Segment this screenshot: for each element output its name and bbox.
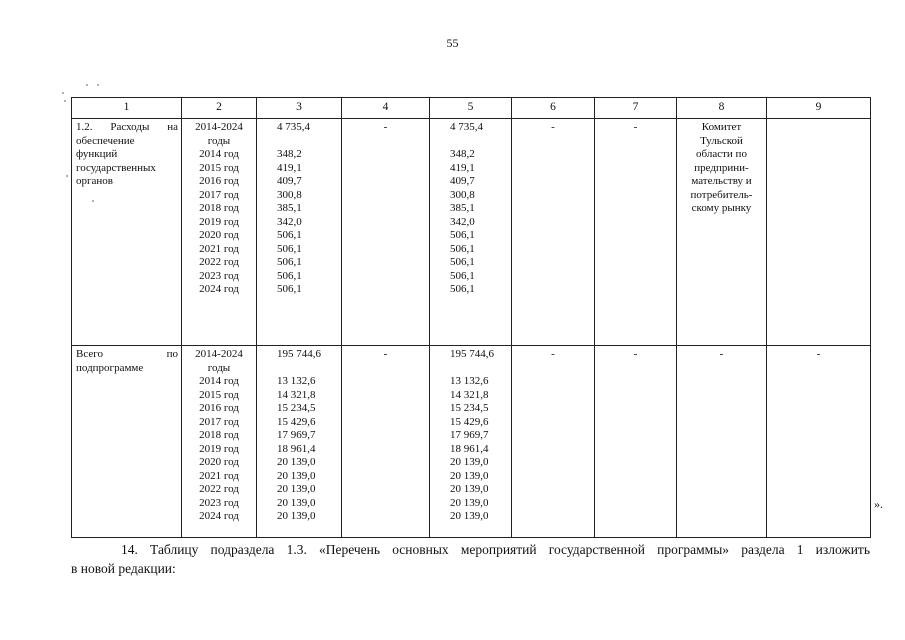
col3-value: 342,0	[277, 215, 302, 228]
col5-value: 18 961,4	[450, 442, 489, 455]
col5-spacer	[430, 362, 511, 376]
executor-line: Тульской	[700, 134, 743, 147]
row-name-cell	[72, 119, 182, 346]
col3-value: 20 139,0	[277, 496, 316, 509]
col3-value: 385,1	[277, 202, 302, 214]
year-label: 2016 год	[199, 175, 239, 187]
year-label: 2022 год	[199, 256, 239, 268]
col6-value: -	[551, 121, 555, 133]
executor-cell	[677, 119, 767, 346]
col5-value: 506,1	[450, 269, 475, 282]
col3-value: 20 139,0	[277, 469, 316, 482]
col3-total: 195 744,6	[277, 348, 321, 360]
col3-value: 14 321,8	[277, 388, 316, 401]
col5-cell	[430, 346, 512, 538]
col5-value: 348,2	[450, 148, 475, 160]
col3-cell	[257, 346, 342, 538]
table-header-row	[72, 98, 871, 119]
year-label: 2024 год	[199, 510, 239, 522]
col3-value: 20 139,0	[277, 510, 316, 522]
executor-list	[677, 119, 766, 216]
col3-cell	[257, 119, 342, 346]
year-label: 2022 год	[199, 483, 239, 495]
scan-speck	[64, 100, 66, 102]
closing-quote: ».	[874, 497, 883, 511]
year-label: 2018 год	[199, 202, 239, 214]
col3-value: 20 139,0	[277, 483, 316, 495]
col5-values	[430, 346, 511, 524]
col3-values	[257, 346, 341, 524]
col4-value: -	[383, 348, 388, 360]
col6-cell	[512, 119, 595, 346]
col5-cell	[430, 119, 512, 346]
col5-spacer	[430, 135, 511, 149]
col5-value: 20 139,0	[450, 456, 489, 468]
col5-value: 17 969,7	[450, 429, 489, 441]
year-label: 2019 год	[199, 442, 239, 455]
year-label: 2020 год	[199, 456, 239, 468]
col5-value: 15 234,5	[450, 402, 489, 414]
col5-value: 385,1	[450, 202, 475, 214]
col7-value: -	[633, 348, 638, 360]
table-row	[72, 346, 871, 538]
scan-speck	[66, 175, 68, 177]
year-label: 2020 год	[199, 229, 239, 241]
row-name: 1.2. Расходы на обеспечение функций государственных органов	[76, 121, 178, 187]
paragraph-line-2: в новой редакции:	[71, 561, 176, 576]
scan-speck	[92, 200, 94, 202]
year-label: 2015 год	[199, 161, 239, 174]
period-range: 2014-2024	[195, 121, 243, 133]
year-label: 2021 год	[199, 469, 239, 482]
year-label: 2023 год	[199, 269, 239, 282]
column-header: 3	[257, 98, 342, 119]
year-label: 2017 год	[199, 415, 239, 428]
expenses-table	[71, 97, 871, 538]
col3-spacer	[257, 362, 341, 376]
col5-value: 20 139,0	[450, 510, 489, 522]
instruction-paragraph	[71, 540, 870, 578]
year-label: 2016 год	[199, 402, 239, 414]
column-header: 8	[677, 98, 767, 119]
col6-value: -	[551, 348, 555, 360]
col3-value: 506,1	[277, 283, 302, 295]
executor-line: потребитель-	[690, 188, 753, 201]
col8-value: -	[719, 348, 724, 360]
executor-line: области по	[696, 148, 747, 160]
column-header: 2	[182, 98, 257, 119]
period-cell	[182, 119, 257, 346]
column-header: 7	[595, 98, 677, 119]
col3-value: 506,1	[277, 229, 302, 241]
year-label: 2017 год	[199, 188, 239, 201]
period-range: 2014-2024	[195, 348, 243, 360]
col3-value: 506,1	[277, 242, 302, 255]
scan-speck	[86, 84, 88, 86]
col5-value: 300,8	[450, 188, 475, 201]
col3-value: 348,2	[277, 148, 302, 160]
col5-value: 409,7	[450, 175, 475, 187]
period-range-word: годы	[207, 361, 231, 374]
col4-cell	[342, 119, 430, 346]
col7-cell	[595, 346, 677, 538]
period-range-word: годы	[207, 134, 231, 147]
col5-value: 342,0	[450, 215, 475, 228]
scan-speck	[97, 84, 99, 86]
executor-line: Комитет	[701, 121, 742, 133]
col9-cell	[767, 119, 871, 346]
col3-value: 409,7	[277, 175, 302, 187]
col7-value: -	[633, 121, 638, 133]
col5-values	[430, 119, 511, 297]
col9-value: -	[816, 348, 821, 360]
col5-total: 195 744,6	[450, 348, 494, 360]
col3-value: 20 139,0	[277, 456, 316, 468]
col5-value: 15 429,6	[450, 415, 489, 428]
year-label: 2019 год	[199, 215, 239, 228]
period-list	[182, 119, 256, 297]
col3-total: 4 735,4	[277, 121, 310, 133]
col5-value: 20 139,0	[450, 469, 489, 482]
col3-values	[257, 119, 341, 297]
year-label: 2014 год	[199, 148, 239, 160]
period-list	[182, 346, 256, 524]
col4-cell	[342, 346, 430, 538]
col5-value: 13 132,6	[450, 375, 489, 387]
col5-value: 14 321,8	[450, 388, 489, 401]
col5-value: 419,1	[450, 161, 475, 174]
year-label: 2021 год	[199, 242, 239, 255]
column-header: 4	[342, 98, 430, 119]
year-label: 2023 год	[199, 496, 239, 509]
table-row	[72, 119, 871, 346]
period-cell	[182, 346, 257, 538]
col3-value: 15 234,5	[277, 402, 316, 414]
page-number: 55	[446, 36, 459, 50]
col9-cell	[767, 346, 871, 538]
column-header: 5	[430, 98, 512, 119]
column-header: 1	[72, 98, 182, 119]
year-label: 2014 год	[199, 375, 239, 387]
col5-value: 506,1	[450, 256, 475, 268]
col5-value: 506,1	[450, 242, 475, 255]
scan-speck	[62, 92, 64, 94]
col5-value: 506,1	[450, 229, 475, 241]
col3-value: 419,1	[277, 161, 302, 174]
row-name: Всего по подпрограмме	[76, 348, 178, 374]
col3-spacer	[257, 135, 341, 149]
year-label: 2015 год	[199, 388, 239, 401]
year-label: 2024 год	[199, 283, 239, 295]
year-label: 2018 год	[199, 429, 239, 441]
col3-value: 300,8	[277, 188, 302, 201]
executor-line: мательству и	[691, 175, 752, 187]
executor-line: скому рынку	[691, 202, 752, 214]
col3-value: 15 429,6	[277, 415, 316, 428]
row-name-cell	[72, 346, 182, 538]
executor-line: предприни-	[694, 161, 749, 174]
col7-cell	[595, 119, 677, 346]
col3-value: 506,1	[277, 269, 302, 282]
col5-value: 20 139,0	[450, 496, 489, 509]
col3-value: 13 132,6	[277, 375, 316, 387]
column-header: 9	[767, 98, 871, 119]
col5-value: 20 139,0	[450, 483, 489, 495]
col3-value: 18 961,4	[277, 442, 316, 455]
column-header: 6	[512, 98, 595, 119]
col3-value: 17 969,7	[277, 429, 316, 441]
paragraph-line-1: 14. Таблицу подраздела 1.3. «Перечень основных мероприятий государственной программы» раздела 1 изложить	[121, 542, 870, 557]
col4-value: -	[383, 121, 388, 133]
col6-cell	[512, 346, 595, 538]
col8-cell	[677, 346, 767, 538]
col5-value: 506,1	[450, 283, 475, 295]
col5-total: 4 735,4	[450, 121, 483, 133]
col9-value	[767, 119, 870, 121]
col3-value: 506,1	[277, 256, 302, 268]
